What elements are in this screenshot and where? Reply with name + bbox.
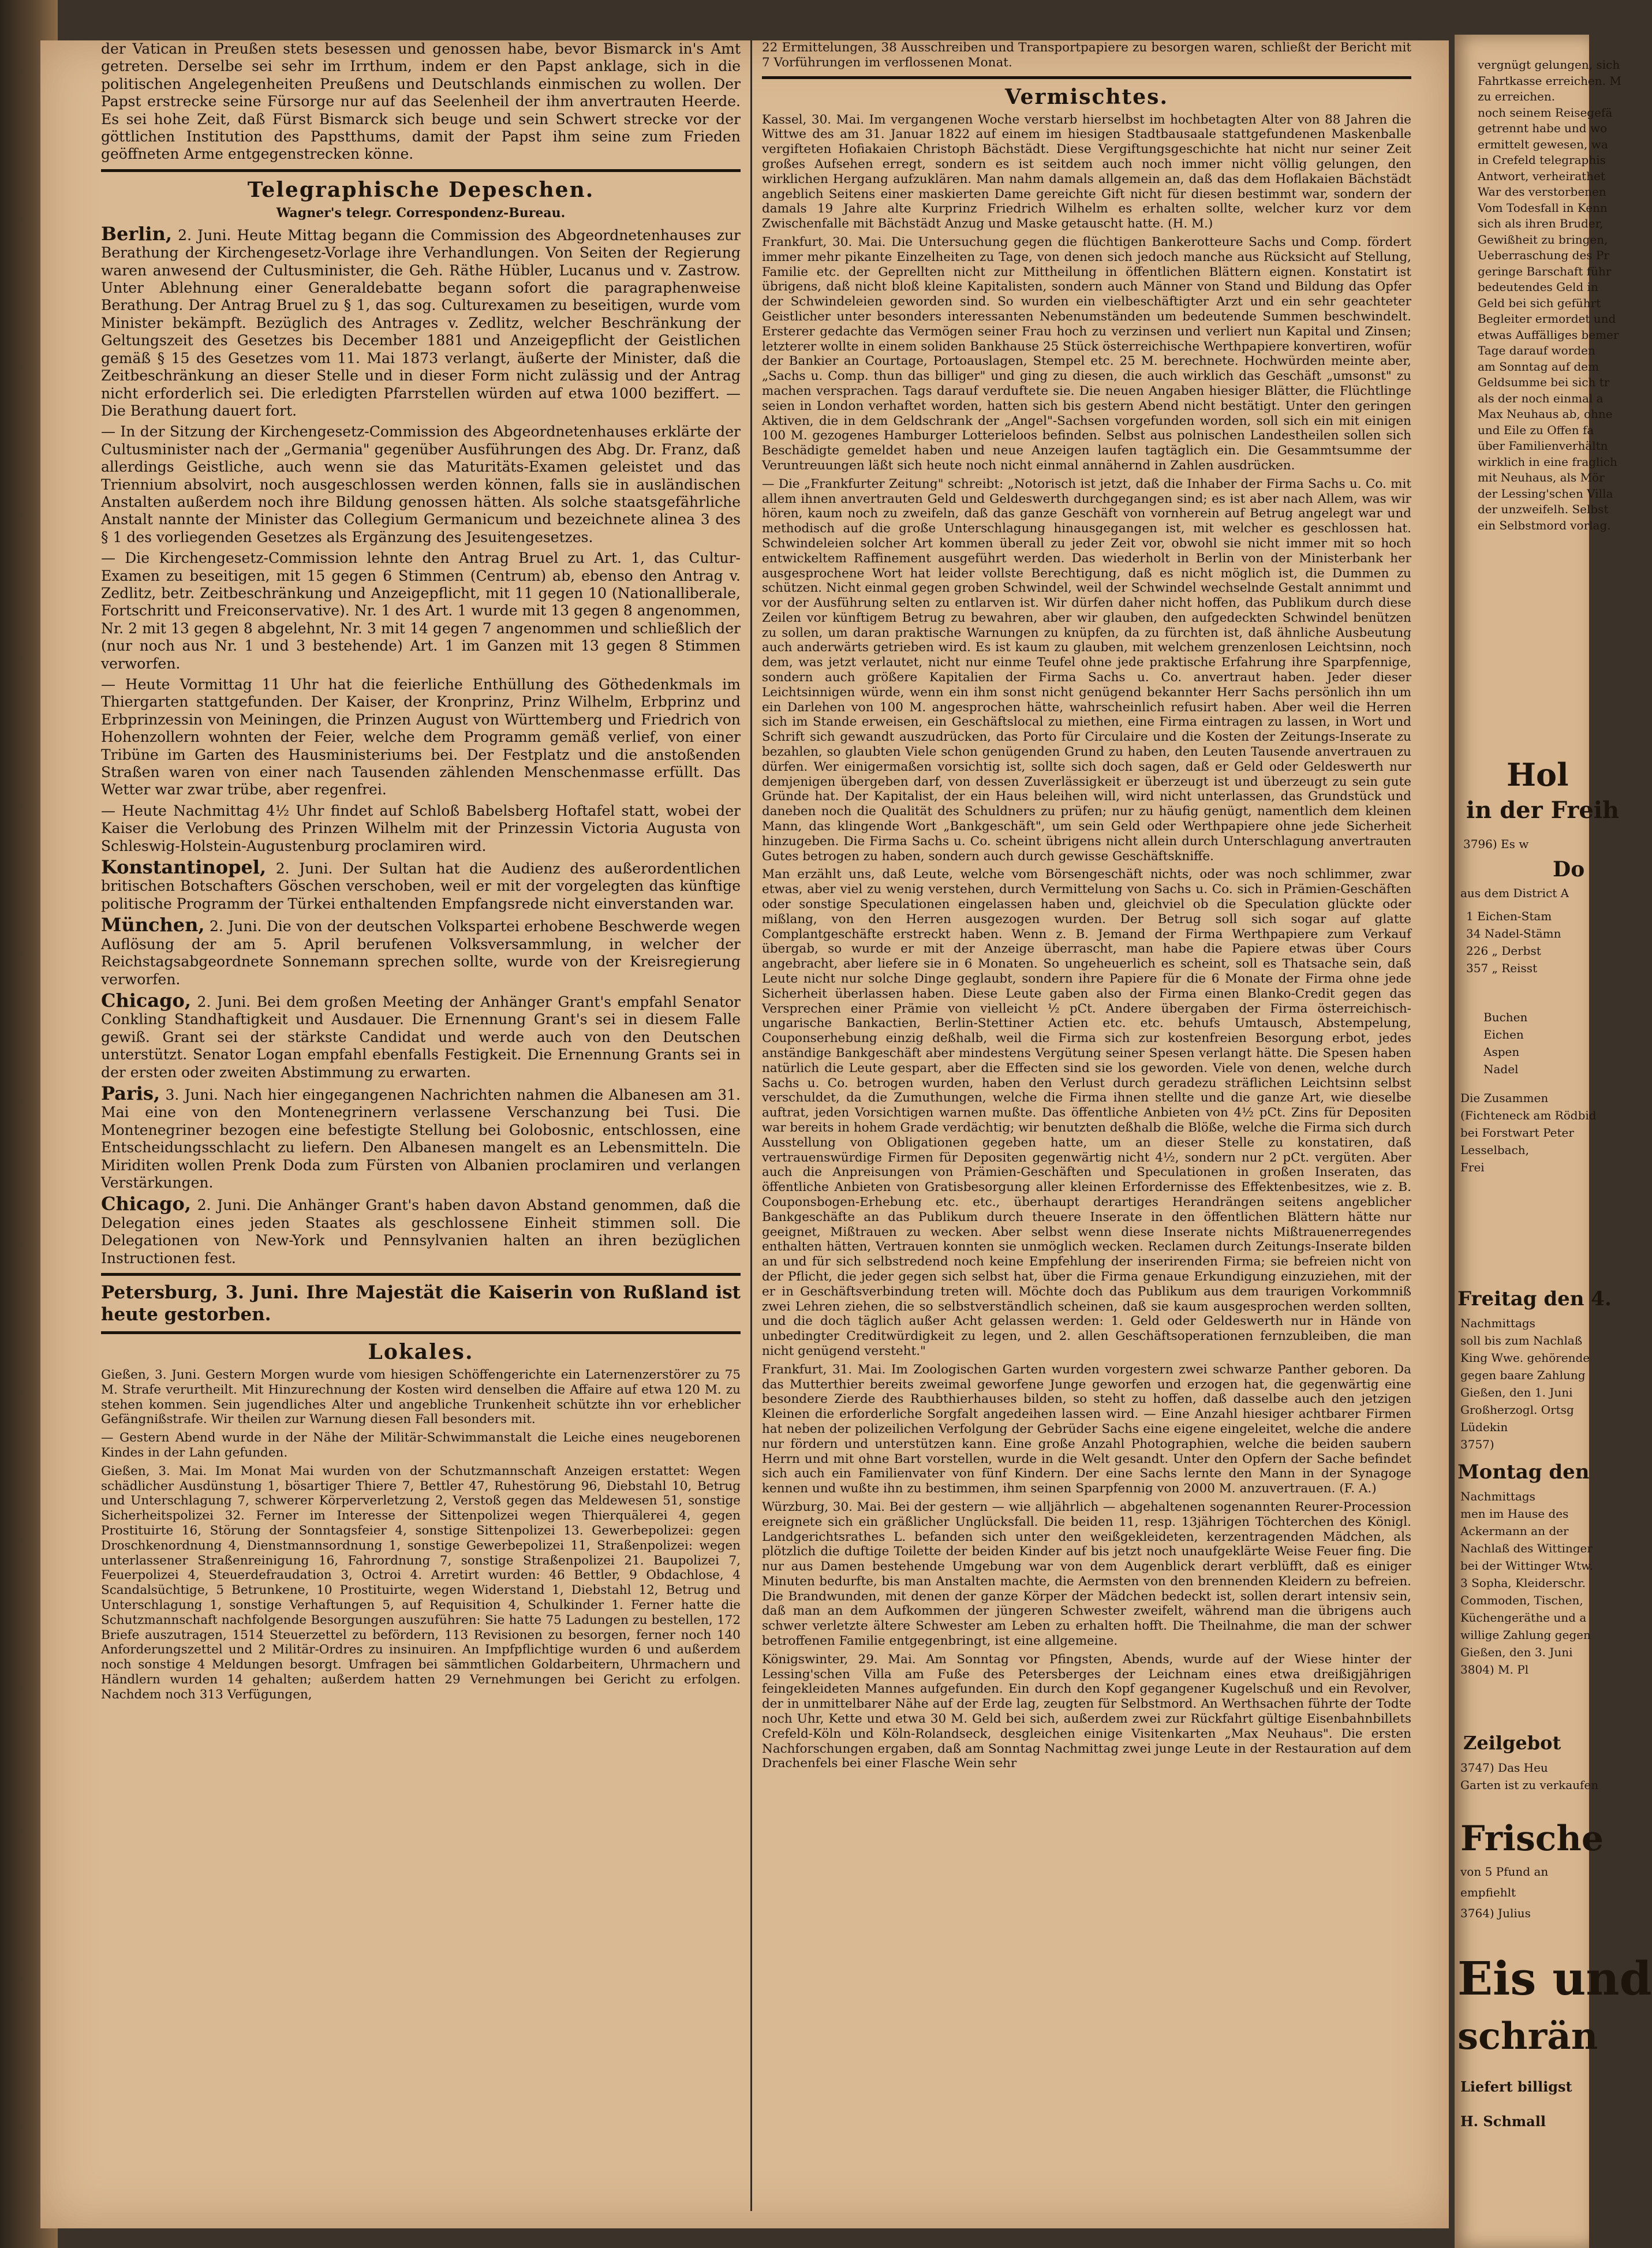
- kassel-report: Kassel, 30. Mai. Im vergangenen Woche verstarb hierselbst im hochbetagten Alter von 88 Jahren die Wittwe des am 31. Januar 1822 auf einem im hiesigen Stadtbausaale stattgefundenen Maskenballe vergifteten Hofiakaien Christoph Bächstädt. Diese Vergiftungsgeschichte hat nicht nur seiner Zeit großes Aufsehen erregt, sondern es ist seitdem auch noch immer nicht völlig gelungen, den wirklichen Hergang aufzuklären. Man nahm damals allgemein an, daß das dem Hoflakaien Bächstädt angeblich Seitens einer maskierten Dame gereichte Gift nicht für diesen bestimmt war, sondern der damals 19 Jahre alte Kurprinz Friedrich Wilhelm es erhalten sollte, welcher kurz vor dem Zwischenfalle mit Bächstädt Anzug und Maske getauscht hatte. (H. M.): [762, 112, 1411, 231]
- section-rule: [101, 169, 741, 172]
- adjacent-text-line: als der noch einmal a: [1478, 391, 1604, 405]
- muenchen-text: 2. Juni. Die von der deutschen Volkspartei erhobene Beschwerde wegen Auflösung der am 5. April berufenen Volksversammlung, in welcher der Reichstagsabgeordnete Sonnemann sprechen sollte, wurde von der Kreisregierung verworfen.: [101, 918, 741, 988]
- dateline-konstantinopel: Konstantinopel,: [101, 856, 267, 879]
- ad-holz-footer-line: bei Forstwart Peter: [1460, 1126, 1574, 1140]
- frankfurt-report-3: Man erzählt uns, daß Leute, welche vom Börsengeschäft nichts, oder was noch schlimmer, zwar etwas, aber viel zu wenig verstehen, durch Vermittelung von Sachs u. Co. sich in Prämien-Geschäften oder sonstige Speculationen eingelassen haben und, gleichviel ob die Speculation glückte oder mißlang, von den Herren ausgezogen wurden. Der Betrug soll sich sogar auf glatte Complantgeschäfte erstreckt haben. Wenn z. B. Jemand der Firma Werthpapiere zum Verkauf übergab, so wurde er mit der Anzeige überrascht, man habe die Papiere etwas über Cours angebracht, aber liefere sie in 6 Monaten. So ungeheuerlich es scheint, soll es Thatsache sein, daß Leute nicht nur solche Dinge geglaubt, sondern ihre Papiere für die 6 Monate der Firma ohne jede Sicherheit überlassen haben. Diese Leute gaben also der Firma einen Blanko-Credit gegen das Versprechen einer Prämie von vielleicht ½ pCt. Andere übergaben der Firma österreichisch-ungarische Bankactien, Berlin-Stettiner Actien etc. etc. behufs Umtausch, Abstempelung, Couponserhebung einzig deßhalb, weil die Firma sich zur kostenfreien Besorgung erbot, jedes anständige Bankgeschäft aber mindestens Vergütung seiner Spesen verlangt hätte. Die Spesen haben natürlich die Leute gespart, aber die Effecten sind sie los geworden. Viele von denen, welche durch Sachs u. Co. betrogen wurden, haben den Verlust durch geradezu sträflichen Leichtsinn selbst verschuldet, da die Zumuthungen, welche die Firma ihnen stellte und die ganze Art, wie dieselbe auftrat, jeden Vorsichtigen warnen mußte. Das öffentliche Anbieten von 4½ pCt. Zins für Depositen war bereits in hohem Grade verdächtig; wir benutzten deßhalb die Blöße, welche die Firma sich durch Ausstellung von Obligationen gegeben hatte, um an dieser Stelle zu konstatiren, daß vertrauenswürdige Firmen für Depositen gegenwärtig nicht 4½, sondern nur 2 pCt. vergüten. Aber auch die Anpreisungen von Prämien-Geschäften und Speculationen in großen Inseraten, das öffentliche Anbieten von Gratisbesorgung aller kleinen Erfordernisse des Effektenbesitzes, wie z. B. Couponsbogen-Erhebung etc. etc., überhaupt derartiges Herandrängen seitens angeblicher Bankgeschäfte an das Publikum durch theuere Inserate in den öffentlichen Blättern hätte nur geeignet, Mißtrauen zu wecken. Aber selbst wenn diese Inserate nichts Mißtrauenerregendes enthalten hätten, Vertrauen konnten sie unmöglich wecken. Reclamen durch Zeitungs-Inserate bilden an und für sich selbstredend noch keine Empfehlung der inserirenden Firma; sie befreien nicht von der Pflicht, die jeder gegen sich selbst hat, über die Firma genaue Erkundigung einzuziehen, mit der er in Geschäftsverbindung treten will. Möchte doch das Publikum aus dem traurigen Vorkommniß zwei Lehren ziehen, die so selbstverständlich scheinen, daß sie kaum ausgesprochen werden sollten, und die doch täglich außer Acht gelassen werden: 1. Geld oder Geldeswerth nur in Hände von unbedingter Creditwürdigkeit zu legen, und 2. allen Geschäftsoperationen fernzubleiben, die man nicht genügend versteht.": [762, 867, 1411, 1358]
- adjacent-text-line: der Lessing'schen Villa: [1478, 486, 1613, 501]
- adjacent-text-line: Geld bei sich geführt: [1478, 296, 1601, 310]
- koenigswinter-report: Königswinter, 29. Mai. Am Sonntag vor Pfingsten, Abends, wurde auf der Wiese hinter der Lessing'schen Villa am Fuße des Petersberges der Leichnam eines etwa dreißigjährigen feingekleideten Mannes aufgefunden. Ein durch den Kopf gegangener Kugelschuß und ein Revolver, der in unmittelbarer Nähe auf der Erde lag, zeugten für Selbstmord. An Werthsachen führte der Todte noch Uhr, Kette und etwa 30 M. Geld bei sich, außerdem zwei zur Rückfahrt gültige Eisenbahnbillets Crefeld-Köln und Köln-Rolandseck, desgleichen einige Visitenkarten „Max Neuhaus". Die ersten Nachforschungen ergaben, daß am Sonntag Nachmittag zwei junge Leute in der Restauration auf dem Drachenfels bei einer Flasche Wein sehr: [762, 1652, 1411, 1771]
- berlin-dispatch: [101, 222, 741, 420]
- ad-holz-wood: Nadel: [1483, 1062, 1519, 1076]
- ad-freitag-line: 3757): [1460, 1437, 1494, 1451]
- ad-freitag-line: Lüdekin: [1460, 1420, 1508, 1434]
- ad-frische-line: von 5 Pfund an: [1460, 1865, 1549, 1879]
- ad-holz-footer-line: Lesselbach,: [1460, 1143, 1530, 1157]
- ad-holz-title: Hol: [1507, 756, 1569, 793]
- paris-dispatch: [101, 1082, 741, 1192]
- ad-montag-line: Nachmittags: [1460, 1489, 1535, 1503]
- adjacent-text-line: wirklich in eine fraglich: [1478, 454, 1617, 469]
- adjacent-text-line: und Eile zu Offen fa: [1478, 423, 1594, 437]
- ad-holz-item: 226 „ Derbst: [1466, 944, 1541, 958]
- chicago-dispatch: [101, 989, 741, 1081]
- section-rule: [762, 76, 1411, 79]
- berlin-dispatch-4: — Heute Vormittag 11 Uhr hat die feierliche Enthüllung des Göthedenkmals im Thiergarten stattgefunden. Der Kaiser, der Kronprinz, Prinz Wilhelm, Erbprinz und Erbprinzessin von Meiningen, die Prinzen August von Württemberg und Friedrich von Hohenzollern wohnten der Feier, welche dem Programm gemäß verlief, von einer Tribüne im Garten des Hausministeriums bei. Der Festplatz und die anstoßenden Straßen waren von einer nach Tausenden zählenden Menschenmasse erfüllt. Das Wetter war zwar trübe, aber regenfrei.: [101, 676, 741, 798]
- ad-freitag-line: Nachmittags: [1460, 1316, 1535, 1330]
- adjacent-text-line: über Familienverhältn: [1478, 439, 1608, 453]
- frankfurt-report-2: — Die „Frankfurter Zeitung" schreibt: „Notorisch ist jetzt, daß die Inhaber der Firma Sachs u. Co. mit allem ihnen anvertrauten Geld und Geldeswerth durchgegangen sind; es ist aber nach Allem, was wir hören, kaum noch zu zweifeln, daß das ganze Geschäft von vornherein auf Betrug angelegt war und methodisch auf die große Unterschlagung hinausgegangen ist, mit welcher es geschlossen hat. Schwindeleien solcher Art kommen überall zu jeder Zeit vor, obwohl sie nicht immer mit so hoch entwickeltem Raffinement ausgeführt werden. Das wiederholt in Berlin von der Ministerbank her ausgesprochene Wort hat leider vollste Berechtigung, daß es nicht möglich ist, die Dummen zu schützen. Nicht einmal gegen groben Schwindel, weil der Schwindel wechselnde Gestalt annimmt und vor der Ausführung selten zu entlarven ist. Wir dürfen daher nicht hoffen, das Publikum durch diese Zeilen vor künftigem Betrug zu bewahren, aber wir glauben, den aufgedeckten Schwindel benützen zu sollen, um daran praktische Warnungen zu knüpfen, da zu fürchten ist, daß ähnliche Ausbeutung auch anderwärts getrieben wird. Es ist kaum zu glauben, mit welchem grenzenlosen Leichtsinn, noch dem, was jetzt verlautet, nicht nur einme Teufel ohne jede praktische Erfahrung ihre Sparpfennige, sondern auch größere Kapitalien der Firma Sachs u. Co. anvertraut haben. Jeder dieser Leichtsinnigen würde, wenn ein ihm sonst nicht genügend bekannter Herr Sachs persönlich ihn um ein Darlehen von 100 M. angesprochen hätte, wahrscheinlich refusirt haben. Aber weil die Herren sich im Stande erweisen, ein Geschäftslocal zu miethen, eine Firma eintragen zu lassen, in Wort und Schrift sich gewandt auszudrücken, das Porto für Circulaire und die Kosten der Zeitungs-Inserate zu bezahlen, so glaubten Viele schon genügenden Grund zu haben, den Leuten Tausende anvertrauen zu dürfen. Wer einigermaßen vorsichtig ist, sollte sich doch sagen, daß er Geld oder Geldeswerth nur demjenigen übergeben darf, von dessen Zuverlässigkeit er überzeugt ist und überzeugt zu sein gute Gründe hat. Der Kapitalist, der ein Haus beleihen will, wird nicht unterlassen, das Grundstück und daneben noch die Qualität des Schuldners zu prüfen; nur zu häufig genügt, namentlich dem kleinen Mann, das klingende Wort „Bankgeschäft", um sein Geld oder Werthpapiere ohne jede Sicherheit hinzugeben. Die Firma Sachs u. Co. scheint übrigens nicht allein durch Unterschlagung anvertrauten Gutes betrogen zu haben, sondern auch durch gewisse Geschäftskniffe.: [762, 476, 1411, 864]
- adjacent-text-line: sich als ihren Bruder,: [1478, 216, 1604, 230]
- ad-freitag-line: Gießen, den 1. Juni: [1460, 1386, 1573, 1399]
- telegram-section-subtitle: Wagner's telegr. Correspondenz-Bureau.: [276, 205, 566, 221]
- ad-frische-head: Frische: [1460, 1818, 1604, 1859]
- ad-montag-line: Nachlaß des Wittinger: [1460, 1541, 1593, 1555]
- konstantinopel-text: 2. Juni. Der Sultan hat die Audienz des außerordentlichen britischen Botschafters Göschen verschoben, weil er mit der vorgelegten das künftige politische Programm der Türkei enthaltenden Empfangsrede nicht einverstanden war.: [101, 860, 741, 912]
- left-column: [101, 40, 741, 1706]
- ad-holz-do: Do: [1553, 857, 1585, 882]
- ad-montag-line: willige Zahlung gegen: [1460, 1628, 1591, 1642]
- frankfurt-report-4: Frankfurt, 31. Mai. Im Zoologischen Garten wurden vorgestern zwei schwarze Panther geboren. Da das Mutterthier bereits zweimal geworfene Junge geworfen und erzogen hat, die gegenwärtig eine besondere Zierde des Raubthierhauses bilden, so steht zu hoffen, daß dasselbe auch den jetzigen Kleinen die erforderliche Sorgfalt angedeihen lassen wird. — Eine Anzahl hiesiger achtbarer Firmen hat neben der polizeilichen Verfolgung der Gebrüder Sachs eine eigene eingeleitet, welche die andere nur fördern und unterstützen kann. Eine große Anzahl Photographien, welche die beiden saubern Herrn und mit ohne Bart vorstellen, wurde in die Welt gesandt. Unter den Opfern der Sache befindet sich auch ein Familienvater von fünf Kindern. Der eine Sachs lernte den Mann in der Synagoge kennen und wußte ihn zu bestimmen, ihm seinen Sparpfennig von 2000 M. anzuvertrauen. (F. A.): [762, 1362, 1411, 1496]
- adjacent-text-line: mit Neuhaus, als Mör: [1478, 470, 1605, 484]
- ad-freitag-line: soll bis zum Nachlaß: [1460, 1334, 1583, 1347]
- ad-montag-line: Gießen, den 3. Juni: [1460, 1645, 1573, 1659]
- adjacent-text-line: zu erreichen.: [1478, 89, 1556, 103]
- adjacent-text-line: Fahrtkasse erreichen. M: [1478, 73, 1621, 88]
- adjacent-text-line: vergnügt gelungen, sich: [1478, 58, 1620, 72]
- chicago-2-text: 2. Juni. Die Anhänger Grant's haben davon Abstand genommen, daß die Delegation eines jeden Staates als geschlossene Einheit stimmen soll. Die Delegationen von New-York und Pennsylvanien halten an ihren bezüglichen Instructionen fest.: [101, 1197, 741, 1267]
- adjacent-text-line: ein Selbstmord vorlag.: [1478, 518, 1611, 532]
- adjacent-text-line: Tage darauf worden: [1478, 343, 1595, 357]
- ad-montag-line: men im Hause des: [1460, 1507, 1569, 1521]
- ad-holz-district: aus dem District A: [1460, 886, 1569, 900]
- dateline-chicago: Chicago,: [101, 989, 191, 1011]
- adjacent-text-line: etwas Auffälliges bemer: [1478, 327, 1619, 342]
- bismarck-article-end: der Vatican in Preußen stets besessen und genossen habe, bevor Bismarck in's Amt getreten. Derselbe sei sehr im Irrthum, indem er den Papst anklage, sich in die politischen Angelegenheiten Preußens und Deutschlands einmischen zu wollen. Der Papst erstrecke seine Fürsorge nur auf das Seelenheil der ihm anvertrauten Heerde. Es sei hohe Zeit, daß Fürst Bismarck sich beuge und sein Schwert strecke vor der göttlichen Institution des Papstthums, damit der Papst ihm seine zum Frieden geöffneten Arme entgegenstrecken könne.: [101, 40, 741, 163]
- column-divider: [750, 40, 752, 2211]
- adjacent-text-line: Vom Todesfall in Kenn: [1478, 200, 1608, 215]
- wuerzburg-report: Würzburg, 30. Mai. Bei der gestern — wie alljährlich — abgehaltenen sogenannten Reurer-Procession ereignete sich ein gräßlicher Unglücksfall. Die beiden 11, resp. 13jährigen Töchterchen des Königl. Landgerichtsrathes L. befanden sich unter den weißgekleideten, kerzentragenden Mädchen, als plötzlich die duftige Toilette der beiden Kinder auf bis jetzt noch unaufgeklärte Weise Feuer fing. Die nur aus Damen bestehende Umgebung war von dem Augenblick derart verblüfft, daß es einiger Minuten bedurfte, bis man Anstalten machte, die Aermsten von den brennenden Kleidern zu befreien. Die Brandwunden, mit denen der ganze Körper der Mädchen bedeckt ist, sollen derart intensiv sein, daß man an dem Aufkommen der jüngeren Schwester zweifelt, während man die übrigens auch schwer verletzte ältere Schwester am Leben zu erhalten hofft. Die Theilnahme, die man der schwer betroffenen Familie entgegenbringt, ist eine allgemeine.: [762, 1499, 1411, 1649]
- paris-text: 3. Juni. Nach hier eingegangenen Nachrichten nahmen die Albanesen am 31. Mai eine von den Montenegrinern verlassene Verschanzung bei Tusi. Die Montenegriner bezogen eine befestigte Stellung bei Golobosnic, entschlossen, eine Entscheidungsschlacht zu liefern. Den Albanesen mangelt es an Lebensmitteln. Die Miriditen wollen Prenk Doda zum Fürsten von Albanien proclamiren und verlangen Verstärkungen.: [101, 1086, 741, 1191]
- ad-feilgebot-line: Garten ist zu verkaufen: [1460, 1778, 1599, 1792]
- ad-holz-number: 3796) Es w: [1463, 837, 1529, 851]
- ad-holz-footer-line: (Fichteneck am Rödbid: [1460, 1108, 1597, 1122]
- ad-holz-item: 357 „ Reisst: [1466, 961, 1538, 975]
- dateline-berlin: Berlin,: [101, 222, 172, 245]
- ad-montag-line: 3804) M. Pl: [1460, 1663, 1529, 1676]
- dateline-chicago-2: Chicago,: [101, 1193, 191, 1215]
- police-report-end: 22 Ermittelungen, 38 Ausschreiben und Transportpapiere zu besorgen waren, schließt der Bericht mit 7 Vorführungen im verflossenen Monat.: [762, 40, 1411, 70]
- ad-holz-line: in der Freih: [1466, 797, 1620, 824]
- section-rule: [101, 1331, 741, 1334]
- adjacent-text-line: der unzweifelh. Selbst: [1478, 502, 1609, 516]
- ad-montag-line: Küchengeräthe und a: [1460, 1611, 1587, 1625]
- ad-freitag-line: King Wwe. gehörende: [1460, 1351, 1590, 1365]
- muenchen-dispatch: [101, 916, 741, 988]
- adjacent-text-line: Gewißheit zu bringen,: [1478, 232, 1608, 247]
- ad-eis-sub: schrän: [1457, 2015, 1598, 2058]
- ad-freitag-head: Freitag den 4.: [1457, 1287, 1612, 1310]
- berlin-dispatch-3: — Die Kirchengesetz-Commission lehnte den Antrag Bruel zu Art. 1, das Cultur-Examen zu beseitigen, mit 15 gegen 6 Stimmen (Centrum) ab, ebenso den Antrag v. Zedlitz, betr. Zeitbeschränkung und Anzeigepflicht, mit 11 gegen 10 (Nationalliberale, Fortschritt und Freiconservative). Nr. 1 des Art. 1 wurde mit 13 gegen 8 angenommen, Nr. 2 mit 13 gegen 8 abgelehnt, Nr. 3 mit 14 gegen 7 angenommen und schließlich der (nur noch aus Nr. 1 und 3 bestehende) Art. 1 im Ganzen mit 13 gegen 8 Stimmen verworfen.: [101, 550, 741, 672]
- ad-holz-item: 1 Eichen-Stam: [1466, 909, 1552, 923]
- adjacent-text-line: am Sonntag auf dem: [1478, 359, 1599, 374]
- berlin-dispatch-2: — In der Sitzung der Kirchengesetz-Commission des Abgeordnetenhauses erklärte der Cultusminister nach der „Germania" gegenüber Ausführungen des Abg. Dr. Franz, daß allerdings Geistliche, auch wenn sie das Maturitäts-Examen geleistet und das Triennium absolvirt, noch ausgeschlossen werden können, falls sie in ausländischen Anstalten außerdem noch ihre Bildung genossen hätten. Als solche staatsgefährliche Anstalt nannte der Minister das Collegium Germanicum und bezeichnete alinea 3 des § 1 des vorliegenden Gesetzes als Ergänzung des Jesuitengesetzes.: [101, 423, 741, 546]
- ad-frische-line: 3764) Julius: [1460, 1906, 1531, 1920]
- giessen-court-report: Gießen, 3. Juni. Gestern Morgen wurde vom hiesigen Schöffengerichte ein Laternenzerstörer zu 75 M. Strafe verurtheilt. Mit Hinzurechnung der Kosten wird denselben die Affaire auf etwa 120 M. zu stehen kommen. Sein jugendliches Alter und angebliche Trunkenheit schützte ihn vor erheblicher Gefängnißstrafe. Wir theilen zur Warnung diesen Fall besonders mit.: [101, 1368, 741, 1427]
- ad-montag-line: bei der Wittinger Wtw.: [1460, 1559, 1594, 1573]
- ad-montag-head: Montag den: [1457, 1461, 1590, 1484]
- ad-freitag-line: Großherzogl. Ortsg: [1460, 1403, 1574, 1417]
- ad-holz-item: 34 Nadel-Stämn: [1466, 927, 1561, 940]
- ad-freitag-line: gegen baare Zahlung: [1460, 1368, 1586, 1382]
- adjacent-text-line: getrennt habe und wo: [1478, 121, 1608, 135]
- ad-feilgebot-line: 3747) Das Heu: [1460, 1761, 1548, 1775]
- giessen-infant-report: — Gestern Abend wurde in der Nähe der Militär-Schwimmanstalt die Leiche eines neugeborenen Kindes in der Lahn gefunden.: [101, 1431, 741, 1460]
- ad-holz-footer-line: Die Zusammen: [1460, 1091, 1549, 1105]
- berlin-dispatch-5: — Heute Nachmittag 4½ Uhr findet auf Schloß Babelsberg Hoftafel statt, wobei der Kaiser die Verlobung des Prinzen Wilhelm mit der Prinzessin Victoria Augusta von Schleswig-Holstein-Augustenburg proclamiren wird.: [101, 802, 741, 854]
- adjacent-text-line: noch seinem Reisegefä: [1478, 105, 1613, 120]
- ad-frische-line: empfiehlt: [1460, 1885, 1516, 1899]
- section-rule: [101, 1273, 741, 1276]
- ad-feilgebot-head: Zeilgebot: [1463, 1732, 1561, 1754]
- adjacent-text-line: War des verstorbenen: [1478, 185, 1606, 199]
- ad-montag-line: Commoden, Tischen,: [1460, 1593, 1583, 1607]
- adjacent-text-line: Antwort, verheirathet: [1478, 169, 1605, 183]
- adjacent-text-line: bedeutendes Geld in: [1478, 280, 1598, 294]
- adjacent-text-line: Max Neuhaus ab, ohne: [1478, 407, 1613, 421]
- ad-holz-footer-line: Frei: [1460, 1160, 1485, 1174]
- ad-eis-line: Liefert billigst: [1460, 2078, 1572, 2095]
- konstantinopel-dispatch: [101, 858, 741, 913]
- vermischtes-section-title: Vermischtes.: [1005, 84, 1168, 109]
- ad-eis-line: H. Schmall: [1460, 2113, 1546, 2130]
- adjacent-text-line: in Crefeld telegraphis: [1478, 153, 1606, 167]
- ad-montag-line: 3 Sopha, Kleiderschr.: [1460, 1576, 1586, 1590]
- lokales-section-title: Lokales.: [368, 1340, 474, 1364]
- adjacent-text-line: Begleiter ermordet und: [1478, 312, 1616, 326]
- chicago-dispatch-2: [101, 1195, 741, 1267]
- adjacent-text-line: Geldsumme bei sich tr: [1478, 375, 1610, 389]
- ad-montag-line: Ackermann an der: [1460, 1524, 1569, 1538]
- adjacent-text-line: geringe Barschaft führ: [1478, 264, 1612, 278]
- dateline-paris: Paris,: [101, 1082, 160, 1104]
- berlin-text: 2. Juni. Heute Mittag begann die Commission des Abgeordnetenhauses zur Berathung der Kirchengesetz-Vorlage ihre Verhandlungen. Von Seiten der Regierung waren anwesend der Cultusminister, die Geh. Räthe Hübler, Lucanus und v. Zastrow. Unter Ablehnung einer Generaldebatte begann sofort die paragraphenweise Berathung. Der Antrag Bruel zu § 1, das sog. Culturexamen zu beseitigen, wurde vom Minister bekämpft. Bezüglich des Antrages v. Zedlitz, welcher Beschränkung der Geltungszeit des Gesetzes bis December 1881 und Anzeigepflicht der Geistlichen gemäß § 15 des Gesetzes vom 11. Mai 1873 verlangt, äußerte der Minister, daß die Zeitbeschränkung an dieser Stelle und in dieser Form nicht zulässig und der Antrag nicht erforderlich sei. Die erledigten Pfarrstellen würden auf etwa 1000 beziffert. — Die Berathung dauert fort.: [101, 226, 741, 419]
- giessen-police-report: Gießen, 3. Mai. Im Monat Mai wurden von der Schutzmannschaft Anzeigen erstattet: Wegen schädlicher Ausdünstung 1, bösartiger Thiere 7, Bettler 47, Ruhestörung 96, Diebstahl 10, Betrug und Unterschlagung 7, schwerer Körperverletzung 2, Verstoß gegen das Meldewesen 51, sonstige Sicherheitspolizei 32. Ferner im Interesse der Sittenpolizei wegen Thierquälerei 4, gegen Prostituirte 16, Störung der Sonntagsfeier 4, sonstige Sittenpolizei 13. Gewerbepolizei: gegen Droschkenordnung 4, Dienstmannsordnung 1, sonstige Gewerbepolizei 11, Straßenpolizei: wegen unterlassener Straßenreinigung 16, Fahrordnung 7, sonstige Straßenpolizei 21. Baupolizei 7, Feuerpolizei 4, Steuerdefraudation 3, Octroi 4. Arretirt wurden: 46 Bettler, 9 Obdachlose, 4 Scandalsüchtige, 5 Betrunkene, 10 Prostituirte, wegen Widerstand 1, Diebstahl 12, Betrug und Unterschlagung 1, sonstige Verhaftungen 5, auf Requisition 4, Schulkinder 1. Ferner hatte die Schutzmannschaft nachfolgende Besorgungen auszuführen: Sie hatte 75 Ladungen zu bestellen, 172 Briefe auszutragen, 1514 Steuerzettel zu befördern, 113 Revisionen zu besorgen, ferner noch 140 Anforderungszettel und 2 Militär-Ordres zu insinuiren. An Impfpflichtige wurden 6 und außerdem noch sonstige 4 Meldungen besorgt. Umfragen bei sämmtlichen Goldarbeitern, Uhrmachern und Händlern wurden 14 gehalten; außerdem hatten 29 Vernehmungen bei Gericht zu erfolgen. Nachdem noch 313 Verfügungen,: [101, 1463, 741, 1702]
- telegram-section-title: Telegraphische Depeschen.: [247, 177, 595, 202]
- ad-holz-wood: Eichen: [1483, 1028, 1524, 1041]
- frankfurt-report-1: Frankfurt, 30. Mai. Die Untersuchung gegen die flüchtigen Bankerotteure Sachs und Comp. fördert immer mehr pikante Einzelheiten zu Tage, von denen sich jedoch manche aus Rücksicht auf Stellung, Familie etc. der Geprellten nicht zur Mittheilung in öffentlichen Blättern eignen. Konstatirt ist übrigens, daß nicht bloß kleine Kapitalisten, sondern auch Männer von Stand und Bildung das Opfer der Schwindeleien geworden sind. So wurden ein vielbeschäftigter Arzt und ein sehr geachteter Geistlicher unter besonders interessanten Nebenumständen um bedeutende Summen beschwindelt. Ersterer gedachte das Vermögen seiner Frau hoch zu verzinsen und verliert nun Kapital und Zinsen; letzterer wollte in einem soliden Bankhause 25 Stück österreichische Werthpapiere konvertiren, wofür der Bankier an Courtage, Portoauslagen, Stempel etc. 25 M. berechnete. Hochwürden meinte aber, „Sachs u. Comp. thun das billiger" und ging zu diesen, die auch wirklich das Geschäft „umsonst" zu machen versprachen. Tags darauf verduftete sie. Die neuen Angaben hiesiger Blätter, die Flüchtlinge seien in London verhaftet worden, hatten sich bis gestern Abend nicht bestätigt. Unter den geringen Aktiven, die in dem Geldschrank der „Angel"-Sachsen vorgefunden worden, soll sich ein mit einigen 100 M. gezogenes Hamburger Lotterieloos befinden. Selbst aus polnischen Landestheilen sollen sich Beschädigte gemeldet haben und neue Anzeigen laufen tagtäglich ein. Die Gesammtsumme der Veruntreuungen läßt sich heute noch nicht einmal annähernd in Zahlen ausdrücken.: [762, 234, 1411, 473]
- ad-holz-wood: Aspen: [1483, 1045, 1520, 1059]
- dateline-muenchen: München,: [101, 914, 205, 936]
- ad-holz-wood: Buchen: [1483, 1010, 1528, 1024]
- adjacent-text-line: ermittelt gewesen, wa: [1478, 137, 1608, 151]
- chicago-text: 2. Juni. Bei dem großen Meeting der Anhänger Grant's empfahl Senator Conkling Standhaftigkeit und Ausdauer. Die Ernennung Grant's sei in diesem Falle gewiß. Grant sei der stärkste Candidat und werde auch von den Deutschen unterstützt. Senator Logan empfahl ebenfalls Festigkeit. Die Ernennung Grants sei in der ersten oder zweiten Abstimmung zu erwarten.: [101, 993, 741, 1081]
- middle-column: [762, 40, 1411, 1775]
- petersburg-bulletin: Petersburg, 3. Juni. Ihre Majestät die Kaiserin von Rußland ist heute gestorben.: [101, 1282, 741, 1325]
- adjacent-text-line: Ueberraschung des Pr: [1478, 248, 1609, 262]
- ad-eis-head: Eis und: [1457, 1951, 1652, 2006]
- adjacent-page: [1455, 35, 1652, 2248]
